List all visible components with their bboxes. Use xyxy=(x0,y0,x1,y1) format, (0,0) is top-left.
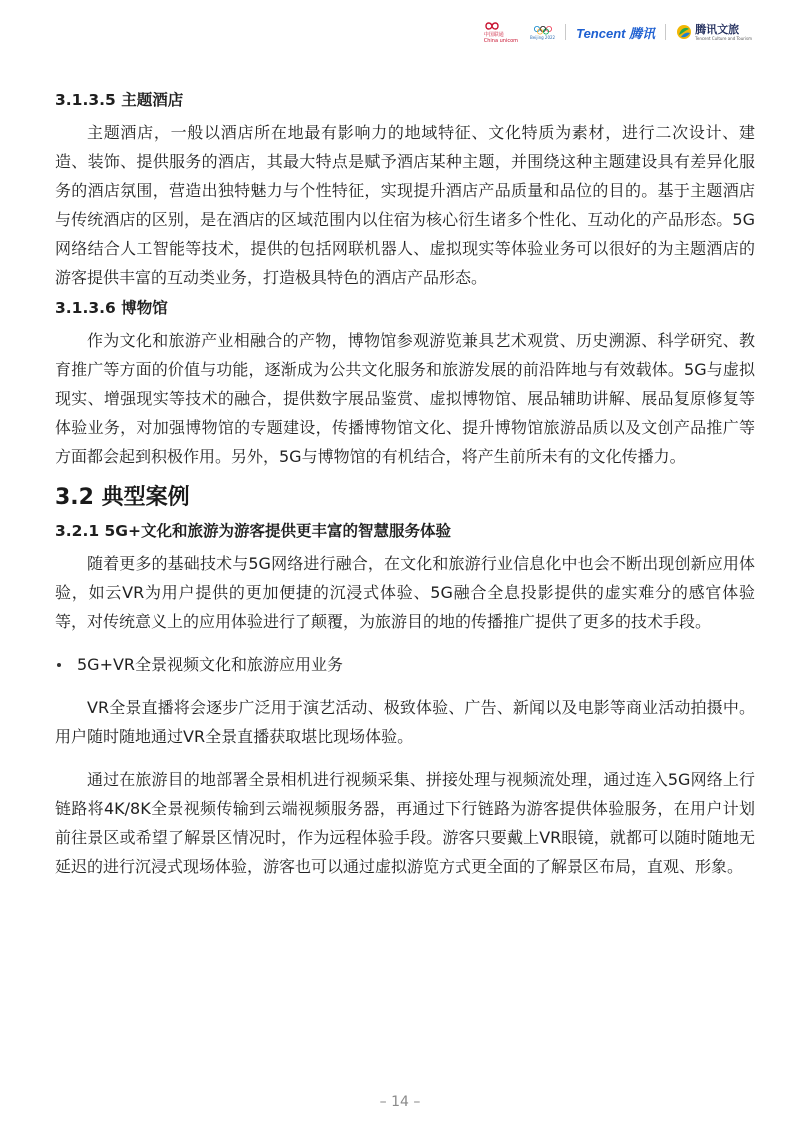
unicom-logo-en: China unicom xyxy=(483,38,519,44)
paragraph-vr-live: VR全景直播将会逐步广泛用于演艺活动、极致体验、广告、新闻以及电影等商业活动拍摄中。用户随时随地通过VR全景直播获取堪比现场体验。 xyxy=(55,698,755,746)
olympic-emblem xyxy=(530,25,555,40)
paragraph-smart-service: 随着更多的基础技术与5G网络进行融合，在文化和旅游行业信息化中也会不断出现创新应用体验，如云VR为用户提供的更加便捷的沉浸式体验、5G融合全息投影提供的虚实难分的感官体验等，对传统意义上的应用体验进行了颠覆，为旅游目的地的传播推广提供了更多的技术手段。 xyxy=(55,554,755,631)
logo-divider xyxy=(565,24,566,40)
paragraph-vr-deployment: 通过在旅游目的地部署全景相机进行视频采集、拼接处理与视频流处理，通过连入5G网络上行链路将4K/8K全景视频传输到云端视频服务器，再通过下行链路为游客提供体验服务，在用户计划前往景区或希望了解景区情况时，作为远程体验手段。游客只要戴上VR眼镜，就都可以随时随地无延迟的进行沉浸式现场体验，游客也可以通过虚拟游览方式更全面的了解景区布局，直观、形象。 xyxy=(55,770,755,876)
bullet-text: 5G+VR全景视频文化和旅游应用业务 xyxy=(77,655,344,674)
bullet-dot-icon xyxy=(57,663,61,667)
section-heading-smart-service: 3.2.1 5G+文化和旅游为游客提供更丰富的智慧服务体验 xyxy=(55,522,452,540)
olympic-rings-icon xyxy=(533,25,553,35)
logo-divider xyxy=(665,24,666,40)
section-heading-theme-hotel: 3.1.3.5 主题酒店 xyxy=(55,91,184,109)
tx-logo-cn: 腾讯文旅 xyxy=(695,22,740,36)
tencent-culture-tourism-logo xyxy=(676,24,752,41)
tx-leaf-icon xyxy=(676,24,692,40)
page-number: – 14 – xyxy=(379,1094,421,1110)
tencent-logo: Tencent 腾讯 xyxy=(576,25,656,41)
unicom-logo-cn: 中国联通 xyxy=(483,32,504,38)
section-heading-museum: 3.1.3.6 博物馆 xyxy=(55,299,168,317)
paragraph-museum: 作为文化和旅游产业相融合的产物，博物馆参观游览兼具艺术观赏、历史溯源、科学研究、教育推广等方面的价值与功能，逐渐成为公共文化服务和旅游发展的前沿阵地与有效载体。5G与虚拟现实、增强现实等技术的融合，提供数字展品鉴赏、虚拟博物馆、展品辅助讲解、展品复原修复等体验业务，对加强博物馆的专题建设，传播博物馆文化、提升博物馆旅游品质以及文创产品推广等方面都会起到积极作用。另外，5G与博物馆的有机结合，将产生前所未有的文化传播力。 xyxy=(55,331,755,466)
header-logos xyxy=(484,18,752,46)
unicom-knot-icon xyxy=(484,20,500,32)
bullet-item-vr-panorama xyxy=(55,650,755,679)
olympic-text: Beijing 2022 xyxy=(530,34,556,40)
tx-logo-en: Tencent Culture and Tourism xyxy=(695,35,752,41)
china-unicom-logo xyxy=(484,20,518,44)
main-content xyxy=(55,86,755,881)
section-heading-typical-cases: 3.2 典型案例 xyxy=(55,485,190,510)
paragraph-theme-hotel: 主题酒店，一般以酒店所在地最有影响力的地域特征、文化特质为素材，进行二次设计、建造、装饰、提供服务的酒店，其最大特点是赋予酒店某种主题，并围绕这种主题建设具有差异化服务的酒店氛围，营造出独特魅力与个性特征，实现提升酒店产品质量和品位的目的。基于主题酒店与传统酒店的区别，是在酒店的区域范围内以住宿为核心衍生诸多个性化、互动化的产品形态。5G网络结合人工智能等技术，提供的包括网联机器人、虚拟现实等体验业务可以很好的为主题酒店的游客提供丰富的互动类业务，打造极具特色的酒店产品形态。 xyxy=(55,123,755,287)
